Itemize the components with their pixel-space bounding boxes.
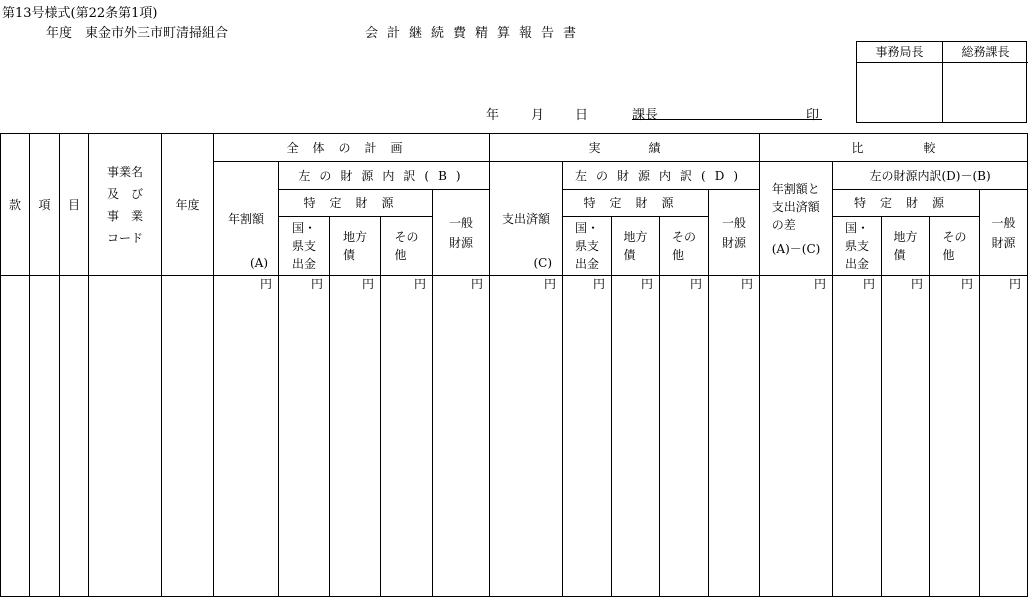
plan-breakdown-header: 左の財源内訳(B) xyxy=(279,162,490,190)
actual-specific-funds: 特定財源 xyxy=(563,190,709,217)
compare-general-funds-line-1: 一般 xyxy=(991,215,1016,230)
compare-other: その 他 xyxy=(930,217,980,276)
actual-local-bond: 地方 債 xyxy=(612,217,660,276)
actual-breakdown-header: 左の財源内訳(D) xyxy=(563,162,760,190)
unit-plan-other[interactable]: 円 xyxy=(381,276,433,295)
plan-general-funds xyxy=(433,190,490,276)
body-kou[interactable] xyxy=(30,276,60,295)
unit-actual-national[interactable]: 円 xyxy=(563,276,612,295)
project-name-line-2: 及 び xyxy=(106,186,143,201)
body-cell[interactable] xyxy=(162,294,214,597)
report-title: 会計継続費精算報告書 xyxy=(365,26,586,41)
body-moku[interactable] xyxy=(60,276,89,295)
annual-amount-mark: (A) xyxy=(249,256,268,270)
date-month-label: 月 xyxy=(531,108,545,123)
body-cell[interactable] xyxy=(60,294,89,597)
actual-general-funds-line-2: 財源 xyxy=(722,235,747,250)
actual-general-funds-line-1: 一般 xyxy=(722,215,747,230)
spent-amount-label: 支出済額 xyxy=(501,211,550,226)
unit-plan-national[interactable]: 円 xyxy=(279,276,330,295)
body-cell[interactable] xyxy=(1,294,30,597)
project-name-line-1: 事業名 xyxy=(106,164,143,179)
plan-other: その 他 xyxy=(381,217,433,276)
approval-divider xyxy=(942,42,943,122)
plan-general-funds-line-1: 一般 xyxy=(448,215,473,230)
col-kou: 項 xyxy=(30,134,60,276)
difference-line-3: の差 xyxy=(771,217,796,232)
actual-group-header: 実 績 xyxy=(490,134,760,162)
body-cell[interactable] xyxy=(612,294,660,597)
compare-group-header: 比 較 xyxy=(760,134,1028,162)
col-project-name xyxy=(89,134,162,276)
unit-plan-local[interactable]: 円 xyxy=(330,276,381,295)
body-cell[interactable] xyxy=(709,294,760,597)
col-moku: 目 xyxy=(60,134,89,276)
col-year: 年度 xyxy=(162,134,214,276)
plan-local-bond: 地方 債 xyxy=(330,217,381,276)
body-cell[interactable] xyxy=(89,294,162,597)
annual-amount-header xyxy=(214,162,279,276)
actual-other: その 他 xyxy=(660,217,709,276)
date-year-label: 年 xyxy=(486,108,500,123)
body-cell[interactable] xyxy=(882,294,930,597)
fiscal-year-organization: 年度 東金市外三市町清掃組合 xyxy=(46,26,229,41)
body-cell[interactable] xyxy=(279,294,330,597)
plan-group-header: 全体の計画 xyxy=(214,134,490,162)
plan-general-funds-line-2: 財源 xyxy=(448,235,473,250)
unit-actual-other[interactable]: 円 xyxy=(660,276,709,295)
form-number: 第13号様式(第22条第1項) xyxy=(2,6,158,21)
compare-breakdown-header: 左の財源内訳(D)－(B) xyxy=(833,162,1028,190)
body-cell[interactable] xyxy=(660,294,709,597)
spent-amount-header xyxy=(490,162,563,276)
unit-compare-national[interactable]: 円 xyxy=(833,276,882,295)
difference-line-2: 支出済額 xyxy=(771,199,820,214)
plan-national-pref: 国・ 県支 出金 xyxy=(279,217,330,276)
unit-actual-local[interactable]: 円 xyxy=(612,276,660,295)
seal-label: 印 xyxy=(806,108,820,123)
unit-plan-general[interactable]: 円 xyxy=(433,276,490,295)
col-kan: 款 xyxy=(1,134,30,276)
actual-general-funds xyxy=(709,190,760,276)
body-cell[interactable] xyxy=(381,294,433,597)
unit-compare-local[interactable]: 円 xyxy=(882,276,930,295)
body-cell[interactable] xyxy=(330,294,381,597)
body-project-name[interactable] xyxy=(89,276,162,295)
body-cell[interactable] xyxy=(490,294,563,597)
difference-header xyxy=(760,162,833,276)
approval-stamp-box xyxy=(856,41,1027,123)
difference-line-1: 年割額と xyxy=(771,181,820,196)
compare-specific-funds: 特定財源 xyxy=(833,190,980,217)
unit-compare-general[interactable]: 円 xyxy=(980,276,1028,295)
unit-compare-other[interactable]: 円 xyxy=(930,276,980,295)
body-year[interactable] xyxy=(162,276,214,295)
body-cell[interactable] xyxy=(563,294,612,597)
date-day-label: 日 xyxy=(575,108,589,123)
unit-diff[interactable]: 円 xyxy=(760,276,833,295)
section-chief-label: 課長 xyxy=(632,108,659,123)
annual-amount-label: 年割額 xyxy=(227,211,264,226)
compare-general-funds xyxy=(980,190,1028,276)
spent-amount-mark: (C) xyxy=(533,256,552,270)
body-cell[interactable] xyxy=(833,294,882,597)
body-cell[interactable] xyxy=(980,294,1028,597)
difference-mark: (A)－(C) xyxy=(771,241,821,256)
settlement-report-table xyxy=(0,133,1028,597)
unit-actual-spent[interactable]: 円 xyxy=(490,276,563,295)
plan-specific-funds: 特定財源 xyxy=(279,190,433,217)
signature-underline xyxy=(632,119,822,120)
actual-national-pref: 国・ 県支 出金 xyxy=(563,217,612,276)
project-name-line-4: コード xyxy=(106,230,143,245)
body-cell[interactable] xyxy=(930,294,980,597)
approval-bureau-chief: 事務局長 xyxy=(857,42,942,63)
unit-actual-general[interactable]: 円 xyxy=(709,276,760,295)
compare-national-pref: 国・ 県支 出金 xyxy=(833,217,882,276)
body-cell[interactable] xyxy=(214,294,279,597)
compare-local-bond: 地方 債 xyxy=(882,217,930,276)
project-name-line-3: 事 業 xyxy=(106,208,143,223)
approval-general-affairs-chief: 総務課長 xyxy=(943,42,1028,63)
body-cell[interactable] xyxy=(760,294,833,597)
body-kan[interactable] xyxy=(1,276,30,295)
compare-general-funds-line-2: 財源 xyxy=(991,235,1016,250)
body-cell[interactable] xyxy=(30,294,60,597)
body-cell[interactable] xyxy=(433,294,490,597)
unit-plan-annual[interactable]: 円 xyxy=(214,276,279,295)
